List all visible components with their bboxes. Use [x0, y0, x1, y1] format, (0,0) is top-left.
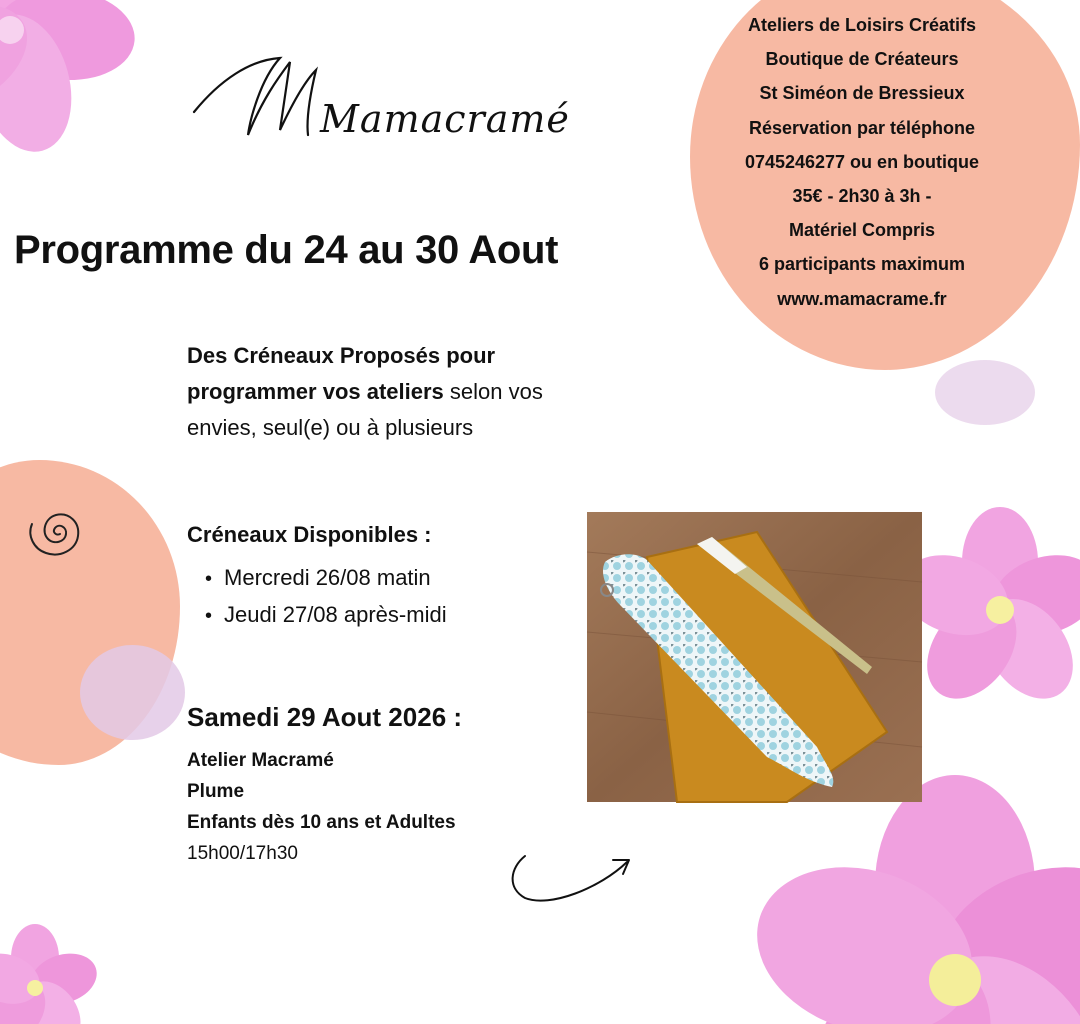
slots-list [205, 560, 447, 634]
flower-icon [0, 930, 100, 1024]
info-price: 35€ - 2h30 à 3h - [792, 186, 932, 207]
info-block [700, 8, 1024, 316]
info-phone: 0745246277 ou en boutique [744, 151, 980, 172]
curved-arrow-icon [505, 848, 640, 908]
website-link[interactable]: www.mamacrame.fr [777, 288, 947, 309]
event-audience: Enfants dès 10 ans et Adultes [187, 812, 456, 833]
intro-paragraph [187, 338, 547, 446]
brand-logo-text: Mamacramé [320, 97, 570, 141]
event-time: 15h00/17h30 [187, 843, 298, 864]
product-photo [587, 512, 922, 802]
flower-icon [910, 515, 1024, 715]
slots-heading: Créneaux Disponibles : [187, 522, 432, 547]
flower-icon [0, 0, 180, 200]
list-item: • Jeudi 27/08 après-midi [205, 597, 447, 634]
info-line: 6 participants maximum [758, 254, 966, 275]
event-details [187, 745, 456, 869]
event-heading: Samedi 29 Aout 2026 : [187, 702, 463, 732]
info-line: Ateliers de Loisirs Créatifs [747, 15, 977, 35]
spiral-icon [22, 498, 92, 568]
flower-icon [745, 800, 1024, 1024]
event-project: Plume [187, 781, 245, 802]
info-line: St Siméon de Bressieux [759, 83, 965, 104]
brand-logo [190, 40, 570, 150]
page-title: Programme du 24 au 30 Aout [14, 228, 559, 272]
info-line: Réservation par téléphone [748, 117, 976, 138]
info-line: Boutique de Créateurs [765, 49, 959, 70]
lilac-blob-left [80, 645, 185, 740]
list-item: • Mercredi 26/08 matin [205, 560, 447, 597]
info-line: Matériel Compris [788, 220, 936, 241]
lilac-blob-top-right [935, 360, 1035, 425]
event-name: Atelier Macramé [187, 750, 334, 771]
intro-rest: selon vos envies, seul(e) ou à plusieurs [187, 379, 543, 440]
intro-bold: Des Créneaux Proposés pour programmer vos ateliers [187, 343, 496, 404]
